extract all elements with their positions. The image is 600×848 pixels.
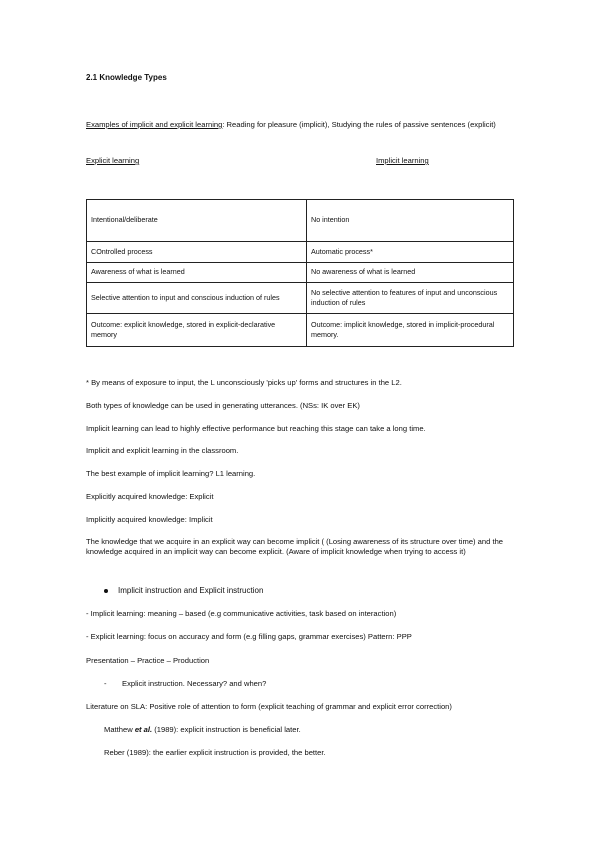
dash-text: Explicit instruction. Necessary? and when? xyxy=(122,679,267,688)
examples-text: : Reading for pleasure (implicit), Studying the rules of passive sentences (explicit) xyxy=(222,120,496,129)
knowledge-comparison-table xyxy=(86,199,514,347)
reference-author: Matthew xyxy=(104,725,135,734)
paragraph: Implicitly acquired knowledge: Implicit xyxy=(86,515,213,524)
bullet-item xyxy=(104,586,263,597)
table-row xyxy=(87,283,514,314)
table-cell: No intention xyxy=(307,200,514,242)
table-cell: No awareness of what is learned xyxy=(307,263,514,283)
bullet-text: Implicit instruction and Explicit instruction xyxy=(118,586,264,595)
paragraph: The knowledge that we acquire in an explicit way can become implicit ( (Losing awareness of its structure over time) and the knowledge acquired in an implicit way can become explicit. (Aware of implicit knowledge when trying to access it) xyxy=(86,537,504,557)
instruction-line: - Implicit learning: meaning – based (e.g communicative activities, task based on interaction) xyxy=(86,609,397,618)
reference-text: (1989): explicit instruction is beneficial later. xyxy=(152,725,301,734)
table-cell: COntrolled process xyxy=(87,242,307,263)
reference-etal: et al. xyxy=(134,725,153,734)
explicit-learning-heading: Explicit learning xyxy=(86,156,140,165)
table-row xyxy=(87,263,514,283)
table-cell: Awareness of what is learned xyxy=(87,263,307,283)
table-cell: Outcome: explicit knowledge, stored in explicit-declarative memory xyxy=(87,314,307,347)
paragraph: Implicit learning can lead to highly effective performance but reaching this stage can take a long time. xyxy=(86,424,426,433)
implicit-learning-heading: Implicit learning xyxy=(376,156,429,165)
dash-item xyxy=(104,679,266,689)
dash-icon: - xyxy=(104,679,107,688)
paragraph: Explicitly acquired knowledge: Explicit xyxy=(86,492,214,501)
paragraph: Implicit and explicit learning in the classroom. xyxy=(86,446,239,455)
paragraph: Both types of knowledge can be used in generating utterances. (NSs: IK over EK) xyxy=(86,401,360,410)
reference-item xyxy=(104,725,301,735)
literature-paragraph: Literature on SLA: Positive role of attention to form (explicit teaching of grammar and explicit error correction) xyxy=(86,702,452,711)
table-cell: Intentional/deliberate xyxy=(87,200,307,242)
paragraph: The best example of implicit learning? L1 learning. xyxy=(86,469,256,478)
footnote-paragraph: * By means of exposure to input, the L unconsciously 'picks up' forms and structures in the L2. xyxy=(86,378,402,387)
reference-item: Reber (1989): the earlier explicit instruction is provided, the better. xyxy=(104,748,326,757)
instruction-line: Presentation – Practice – Production xyxy=(86,656,210,665)
section-title: 2.1 Knowledge Types xyxy=(86,73,167,82)
table-cell: No selective attention to features of input and unconscious induction of rules xyxy=(307,283,514,314)
table-row xyxy=(87,242,514,263)
table-cell: Automatic process* xyxy=(307,242,514,263)
examples-label: Examples of implicit and explicit learning xyxy=(86,120,223,129)
table-row xyxy=(87,314,514,347)
table-cell: Selective attention to input and conscious induction of rules xyxy=(87,283,307,314)
table-cell: Outcome: implicit knowledge, stored in implicit-procedural memory. xyxy=(307,314,514,347)
instruction-line: - Explicit learning: focus on accuracy and form (e.g filling gaps, grammar exercises) Pattern: PPP xyxy=(86,632,412,641)
bullet-icon xyxy=(104,589,108,593)
examples-paragraph xyxy=(86,120,516,130)
table-row xyxy=(87,200,514,242)
